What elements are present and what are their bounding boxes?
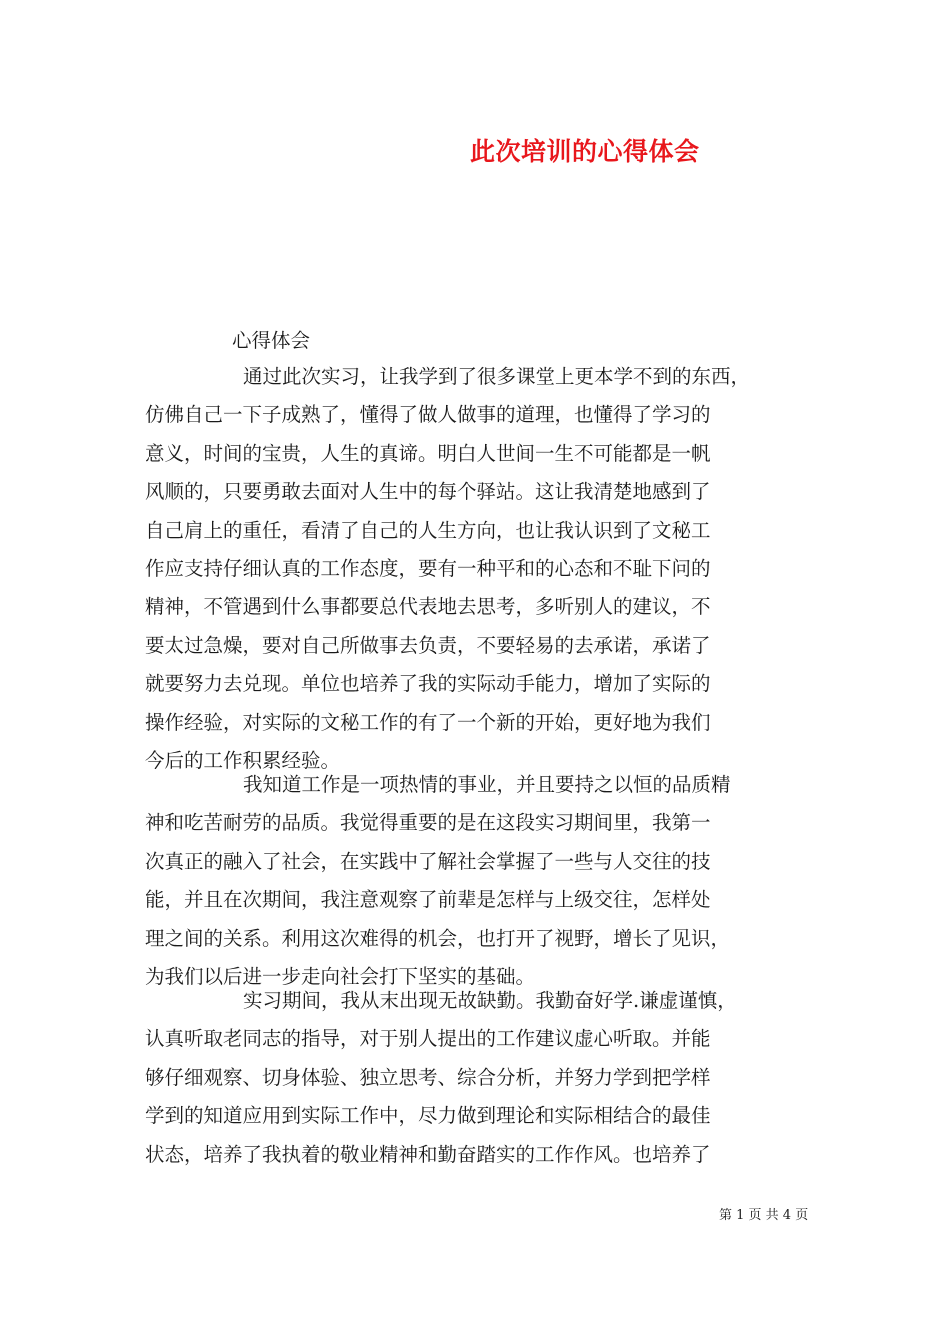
paragraph-line: 够仔细观察、切身体验、独立思考、综合分析，并努力学到把学样 <box>145 1065 711 1089</box>
paragraph-line: 风顺的，只要勇敢去面对人生中的每个驿站。这让我清楚地感到了 <box>145 480 711 504</box>
paragraph-line: 神和吃苦耐劳的品质。我觉得重要的是在这段实习期间里，我第一 <box>145 811 711 835</box>
paragraph-line: 次真正的融入了社会，在实践中了解社会掌握了一些与人交往的技 <box>145 849 711 873</box>
paragraph-line: 实习期间，我从末出现无故缺勤。我勤奋好学.谦虚谨慎， <box>243 989 737 1012</box>
paragraph-line: 状态，培养了我执着的敬业精神和勤奋踏实的工作作风。也培养了 <box>145 1142 711 1166</box>
paragraph-line: 意义，时间的宝贵，人生的真谛。明白人世间一生不可能都是一帆 <box>145 441 711 465</box>
paragraph-1 <box>145 358 750 780</box>
paragraph-3 <box>145 982 737 1174</box>
paragraph-line: 学到的知道应用到实际工作中，尽力做到理论和实际相结合的最佳 <box>145 1104 711 1128</box>
document-title: 此次培训的心得体会 <box>470 137 700 166</box>
paragraph-line: 为我们以后进一步走向社会打下坚实的基础。 <box>145 964 536 988</box>
paragraph-line: 今后的工作积累经验。 <box>145 748 341 772</box>
paragraph-line: 自己肩上的重任，看清了自己的人生方向，也让我认识到了文秘工 <box>145 518 711 542</box>
paragraph-line: 认真听取老同志的指导，对于别人提出的工作建议虚心听取。并能 <box>145 1027 711 1051</box>
paragraph-line: 能，并且在次期间，我注意观察了前辈是怎样与上级交往，怎样处 <box>145 888 711 912</box>
paragraph-line: 理之间的关系。利用这次难得的机会，也打开了视野，增长了见识， <box>145 926 731 950</box>
paragraph-line: 我知道工作是一项热情的事业，并且要持之以恒的品质精 <box>243 773 731 796</box>
section-heading: 心得体会 <box>232 329 311 352</box>
paragraph-line: 要太过急燥，要对自己所做事去负责，不要轻易的去承诺，承诺了 <box>145 633 711 657</box>
paragraph-2 <box>145 766 731 996</box>
paragraph-line: 就要努力去兑现。单位也培养了我的实际动手能力，增加了实际的 <box>145 672 711 696</box>
paragraph-line: 作应支持仔细认真的工作态度，要有一种平和的心态和不耻下问的 <box>145 556 711 580</box>
page-footer: 第 1 页 共 4 页 <box>719 1208 809 1223</box>
paragraph-line: 精神，不管遇到什么事都要总代表地去思考，多听别人的建议，不 <box>145 595 711 619</box>
paragraph-line: 仿佛自己一下子成熟了，懂得了做人做事的道理，也懂得了学习的 <box>145 403 711 427</box>
paragraph-line: 操作经验，对实际的文秘工作的有了一个新的开始，更好地为我们 <box>145 710 711 734</box>
paragraph-line: 通过此次实习，让我学到了很多课堂上更本学不到的东西， <box>243 365 751 388</box>
